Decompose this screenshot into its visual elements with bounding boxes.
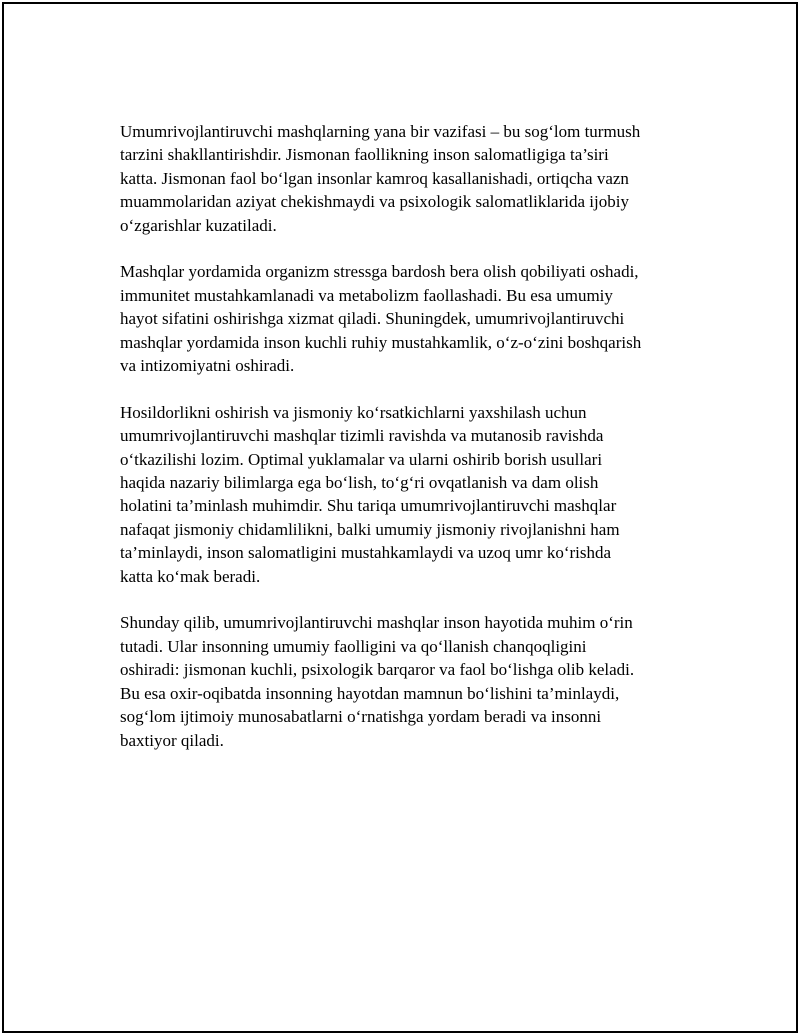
text-line: mashqlar yordamida inson kuchli ruhiy mustahkamlik, o‘z-o‘zini boshqarish <box>120 332 642 352</box>
text-line: Umumrivojlantiruvchi mashqlarning yana bir vazifasi – bu sog‘lom turmush <box>120 122 641 141</box>
text-line: baxtiyor qiladi. <box>120 730 224 750</box>
paragraph-1 <box>120 120 700 237</box>
text-line: o‘tkazilishi lozim. Optimal yuklamalar va ularni oshirib borish usullari <box>120 449 603 469</box>
paragraph-2 <box>120 260 700 377</box>
text-line: tutadi. Ular insonning umumiy faolligini va qo‘llanish chanqoqligini <box>120 636 587 656</box>
document-body <box>120 120 700 775</box>
text-line: nafaqat jismoniy chidamlilikni, balki umumiy jismoniy rivojlanishni ham <box>120 519 620 539</box>
text-line: katta ko‘mak beradi. <box>120 566 261 586</box>
text-line: ta’minlaydi, inson salomatligini mustahkamlaydi va uzoq umr ko‘rishda <box>120 543 612 563</box>
paragraph-4 <box>120 611 700 751</box>
text-line: katta. Jismonan faol bo‘lgan insonlar kamroq kasallanishadi, ortiqcha vazn <box>120 168 629 188</box>
text-line: tarzini shakllantirishdir. Jismonan faollikning inson salomatligiga ta’siri <box>120 145 609 165</box>
text-line: Hosildorlikni oshirish va jismoniy ko‘rsatkichlarni yaxshilash uchun <box>120 402 587 422</box>
text-line: va intizomiyatni oshiradi. <box>120 356 295 376</box>
text-line: umumrivojlantiruvchi mashqlar tizimli ravishda va mutanosib ravishda <box>120 426 604 446</box>
text-line: immunitet mustahkamlanadi va metabolizm faollashadi. Bu esa umumiy <box>120 285 613 305</box>
text-line: hayot sifatini oshirishga xizmat qiladi. Shuningdek, umumrivojlantiruvchi <box>120 309 625 329</box>
text-line: muammolaridan aziyat chekishmaydi va psixologik salomatliklarida ijobiy <box>120 192 629 212</box>
text-line: sog‘lom ijtimoiy munosabatlarni o‘rnatishga yordam beradi va insonni <box>120 707 602 727</box>
text-line: oshiradi: jismonan kuchli, psixologik barqaror va faol bo‘lishga olib keladi. <box>120 660 635 680</box>
paragraph-3 <box>120 401 700 588</box>
text-line: haqida nazariy bilimlarga ega bo‘lish, to‘g‘ri ovqatlanish va dam olish <box>120 473 599 493</box>
document-page <box>2 2 798 1033</box>
text-line: Shunday qilib, umumrivojlantiruvchi mashqlar inson hayotida muhim o‘rin <box>120 613 633 633</box>
text-line: Bu esa oxir-oqibatda insonning hayotdan mamnun bo‘lishini ta’minlaydi, <box>120 683 620 703</box>
text-line: Mashqlar yordamida organizm stressga bardosh bera olish qobiliyati oshadi, <box>120 262 639 282</box>
text-line: o‘zgarishlar kuzatiladi. <box>120 215 277 235</box>
text-line: holatini ta’minlash muhimdir. Shu tariqa umumrivojlantiruvchi mashqlar <box>120 496 617 516</box>
